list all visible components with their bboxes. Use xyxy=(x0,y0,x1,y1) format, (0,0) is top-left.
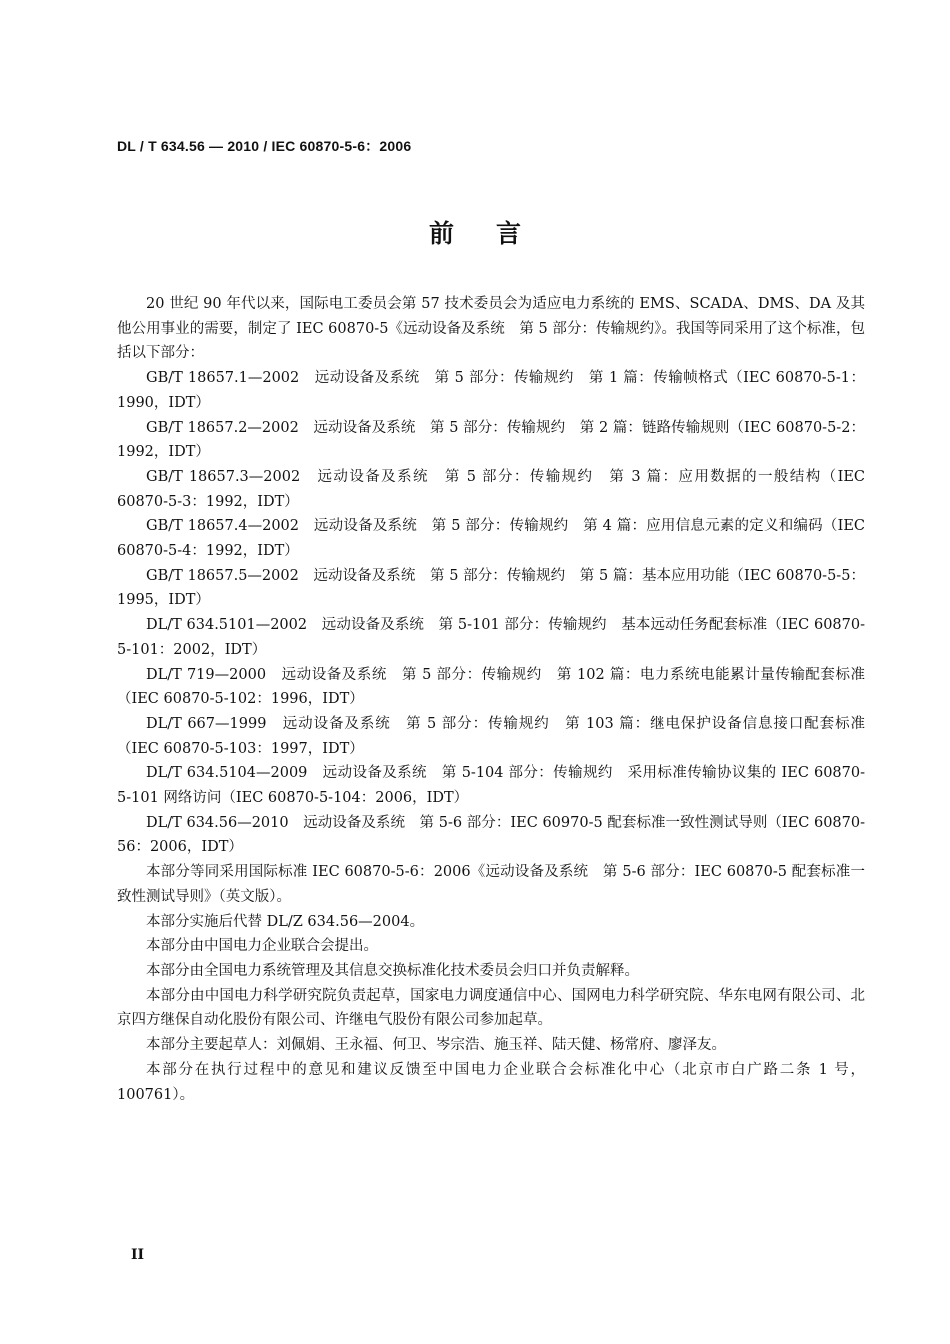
paragraph: 本部分由中国电力科学研究院负责起草，国家电力调度通信中心、国网电力科学研究院、华东电网有限公司、北京四方继保自动化股份有限公司、许继电气股份有限公司参加起草。 xyxy=(117,987,865,1029)
paragraph: 本部分由中国电力企业联合会提出。 xyxy=(146,938,378,955)
paragraph: DL/T 719—2000 远动设备及系统 第 5 部分：传输规约 第 102 篇：电力系统电能累计量传输配套标准（IEC 60870-5-102：1996，IDT） xyxy=(117,666,865,708)
paragraph: GB/T 18657.1—2002 远动设备及系统 第 5 部分：传输规约 第 1 篇：传输帧格式（IEC 60870-5-1：1990，IDT） xyxy=(117,370,865,411)
paragraph: GB/T 18657.3—2002 远动设备及系统 第 5 部分：传输规约 第 3 篇：应用数据的一般结构（IEC 60870-5-3：1992，IDT） xyxy=(117,468,865,510)
paragraph: GB/T 18657.5—2002 远动设备及系统 第 5 部分：传输规约 第 5 篇：基本应用功能（IEC 60870-5-5：1995，IDT） xyxy=(117,567,865,609)
paragraph: 本部分由全国电力系统管理及其信息交换标准化技术委员会归口并负责解释。 xyxy=(146,962,639,979)
paragraph: 本部分在执行过程中的意见和建议反馈至中国电力企业联合会标准化中心（北京市白广路二条 1 号，100761）。 xyxy=(117,1061,865,1103)
paragraph: DL/T 667—1999 远动设备及系统 第 5 部分：传输规约 第 103 篇：继电保护设备信息接口配套标准（IEC 60870-5-103：1997，IDT） xyxy=(117,715,865,757)
paragraph: 20 世纪 90 年代以来，国际电工委员会第 57 技术委员会为适应电力系统的 EMS、SCADA、DMS、DA 及其他公用事业的需要，制定了 IEC 60870-5《远动设备及系统 第 5 部分：传输规约》。我国等同采用了这个标准，包括以下部分： xyxy=(117,296,865,362)
page-number: II xyxy=(131,1247,145,1263)
paragraph: 本部分实施后代替 DL/Z 634.56—2004。 xyxy=(146,913,425,930)
paragraph: DL/T 634.56—2010 远动设备及系统 第 5-6 部分：IEC 60970-5 配套标准一致性测试导则（IEC 60870-56：2006，IDT） xyxy=(117,814,865,856)
paragraph: GB/T 18657.2—2002 远动设备及系统 第 5 部分：传输规约 第 2 篇：链路传输规则（IEC 60870-5-2：1992，IDT） xyxy=(117,419,865,461)
document-code-header: DL / T 634.56 — 2010 / IEC 60870-5-6：2006 xyxy=(117,138,412,154)
paragraph: 本部分主要起草人：刘佩娟、王永福、何卫、岑宗浩、施玉祥、陆天健、杨常府、廖泽友。 xyxy=(146,1037,726,1054)
page-title: 前言 xyxy=(428,219,563,248)
paragraph: 本部分等同采用国际标准 IEC 60870-5-6：2006《远动设备及系统 第 5-6 部分：IEC 60870-5 配套标准一致性测试导则》（英文版）。 xyxy=(117,864,865,905)
foreword-body xyxy=(117,292,865,1107)
paragraph: DL/T 634.5101—2002 远动设备及系统 第 5-101 部分：传输规约 基本远动任务配套标准（IEC 60870-5-101：2002，IDT） xyxy=(117,617,865,658)
paragraph: DL/T 634.5104—2009 远动设备及系统 第 5-104 部分：传输规约 采用标准传输协议集的 IEC 60870-5-101 网络访问（IEC 60870-5-104：2006，IDT） xyxy=(117,765,865,807)
paragraph: GB/T 18657.4—2002 远动设备及系统 第 5 部分：传输规约 第 4 篇：应用信息元素的定义和编码（IEC 60870-5-4：1992，IDT） xyxy=(117,518,865,560)
